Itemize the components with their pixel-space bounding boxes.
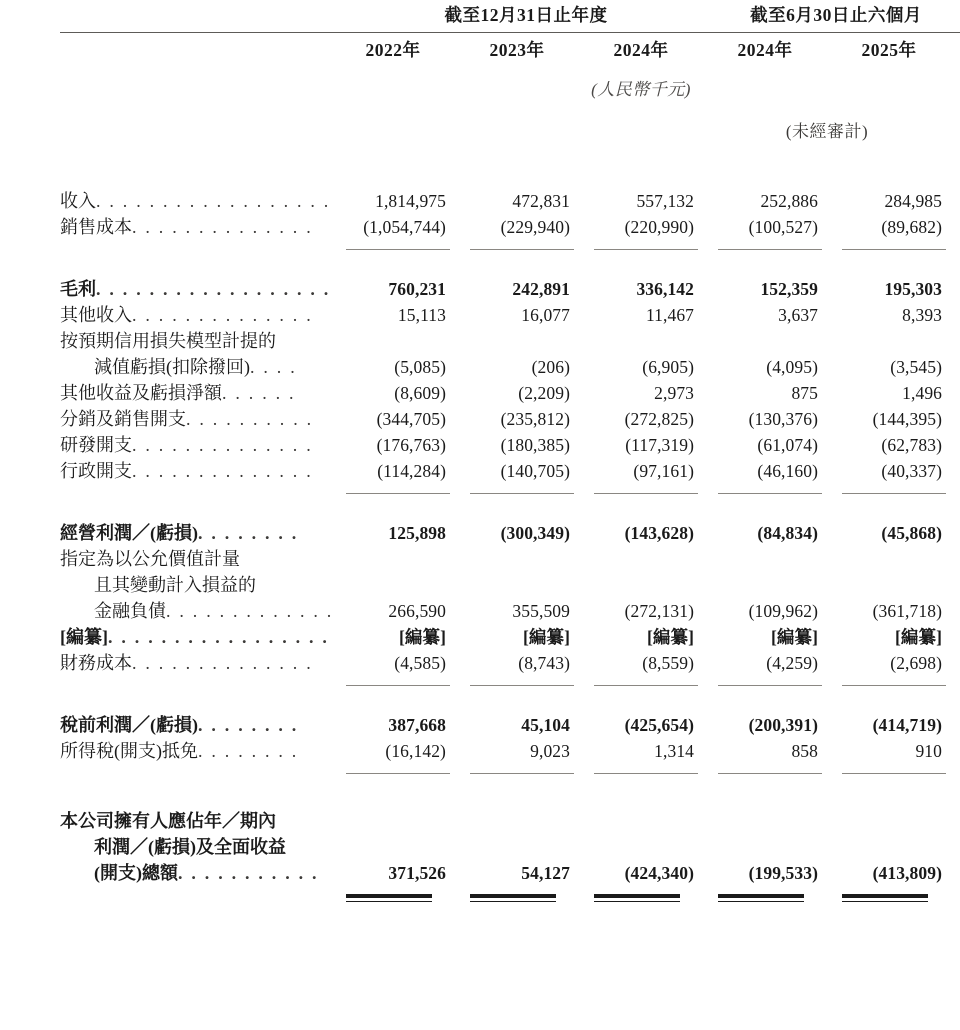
header-group-interim: 截至6月30日止六個月 xyxy=(750,5,922,25)
cell-cost-of-sales-2022: (1,054,744) xyxy=(363,217,446,237)
table-row xyxy=(60,546,960,572)
row-label-pretax-profit: 稅前利潤／(虧損). . . . . . . . xyxy=(60,715,299,735)
cell-total-2023: 54,127 xyxy=(521,863,570,883)
unit-note-spacer xyxy=(60,70,340,110)
header-year-corner xyxy=(60,33,340,68)
cell-revenue-2025h1: 284,985 xyxy=(884,191,943,211)
cell-selling-2022: (344,705) xyxy=(376,409,446,429)
cell-cost-of-sales-2025h1: (89,682) xyxy=(881,217,943,237)
audit-note-pad-1 xyxy=(340,110,464,154)
table-row xyxy=(60,328,960,354)
cell-impairment-2024: (6,905) xyxy=(642,357,695,377)
unit-note-pad-3 xyxy=(712,70,836,110)
cell-gross-profit-2024: 336,142 xyxy=(636,279,695,299)
cell-other-gains-2024: 2,973 xyxy=(654,383,695,403)
cell-finance-costs-2025h1: (2,698) xyxy=(890,653,943,673)
row-label-total-line1: 本公司擁有人應佔年／期內 xyxy=(60,811,276,831)
cell-total-2025h1: (413,809) xyxy=(872,863,943,883)
row-label-gross-profit: 毛利. . . . . . . . . . . . . . . . . . xyxy=(60,279,331,299)
unit-note-currency: (人民幣千元) xyxy=(591,80,691,99)
cell-finance-costs-2024: (8,559) xyxy=(642,653,695,673)
cell-financial-liabilities-2022: 266,590 xyxy=(388,601,446,621)
table-row xyxy=(60,572,960,598)
row-label-total-line2: 利潤／(虧損)及全面收益 xyxy=(94,837,286,857)
cell-other-gains-2025h1: 1,496 xyxy=(902,383,943,403)
cell-rnd-2023: (180,385) xyxy=(500,435,570,455)
cell-cost-of-sales-2024h1: (100,527) xyxy=(748,217,819,237)
row-label-admin-expenses: 行政開支. . . . . . . . . . . . . . xyxy=(60,461,313,481)
table-row xyxy=(60,276,960,302)
header-year-2024-annual: 2024年 xyxy=(613,40,669,60)
spacer-before-gross-profit xyxy=(60,250,960,276)
cell-rnd-2025h1: (62,783) xyxy=(881,435,943,455)
spacer-before-operating-profit xyxy=(60,494,960,520)
cell-impairment-2022: (5,085) xyxy=(394,357,446,377)
header-corner-cell xyxy=(60,0,340,32)
cell-financial-liabilities-2023: 355,509 xyxy=(512,601,570,621)
subtotal-rule-gross-profit xyxy=(60,240,960,250)
cell-total-2024h1: (199,533) xyxy=(748,863,819,883)
cell-pretax-profit-2022: 387,668 xyxy=(388,715,446,735)
row-label-redacted: [編纂]. . . . . . . . . . . . . . . . . xyxy=(60,627,330,647)
cell-pretax-profit-2025h1: (414,719) xyxy=(872,715,943,735)
cell-finance-costs-2024h1: (4,259) xyxy=(766,653,819,673)
unit-note-row xyxy=(60,70,960,110)
row-label-income-tax: 所得稅(開支)抵免. . . . . . . . xyxy=(60,741,299,761)
row-label-revenue: 收入. . . . . . . . . . . . . . . . . . xyxy=(60,191,331,211)
cell-other-income-2023: 16,077 xyxy=(521,305,570,325)
cell-pretax-profit-2023: 45,104 xyxy=(521,715,570,735)
unit-note-pad-1 xyxy=(340,70,464,110)
header-year-2023: 2023年 xyxy=(489,40,545,60)
header-group-annual: 截至12月31日止年度 xyxy=(444,5,608,25)
spacer-after-header xyxy=(60,154,960,188)
table-row xyxy=(60,808,960,834)
subtotal-rule-pretax-profit xyxy=(60,676,960,686)
audit-note-unaudited: (未經審計) xyxy=(785,122,869,141)
cell-selling-2024h1: (130,376) xyxy=(748,409,819,429)
table-row xyxy=(60,188,960,214)
row-label-ecl-line1: 按預期信用損失模型計提的 xyxy=(60,331,276,351)
spacer-before-pretax-profit xyxy=(60,686,960,712)
cell-redacted-2024: [編纂] xyxy=(646,627,695,647)
table-row xyxy=(60,406,960,432)
cell-income-tax-2022: (16,142) xyxy=(385,741,446,761)
cell-finance-costs-2022: (4,585) xyxy=(394,653,446,673)
cell-financial-liabilities-2025h1: (361,718) xyxy=(872,601,943,621)
audit-note-pad-2 xyxy=(464,110,588,154)
table-row xyxy=(60,738,960,764)
header-year-2025-interim: 2025年 xyxy=(861,40,917,60)
subtotal-rule-total-comprehensive xyxy=(60,764,960,774)
cell-cost-of-sales-2023: (229,940) xyxy=(500,217,570,237)
cell-admin-2025h1: (40,337) xyxy=(881,461,943,481)
table-row xyxy=(60,712,960,738)
cell-impairment-2023: (206) xyxy=(531,357,570,377)
cell-income-tax-2025h1: 910 xyxy=(915,741,943,761)
cell-total-2022: 371,526 xyxy=(388,863,446,883)
cell-selling-2024: (272,825) xyxy=(624,409,695,429)
row-label-fvtpl-line1: 指定為以公允價值計量 xyxy=(60,549,240,569)
table-row xyxy=(60,214,960,240)
cell-redacted-2024h1: [編纂] xyxy=(770,627,819,647)
row-label-financial-liabilities: 金融負債. . . . . . . . . . . . . xyxy=(94,601,334,621)
cell-admin-2023: (140,705) xyxy=(500,461,570,481)
spacer-before-total xyxy=(60,774,960,808)
table-row xyxy=(60,650,960,676)
cell-other-gains-2023: (2,209) xyxy=(518,383,570,403)
cell-selling-2023: (235,812) xyxy=(500,409,570,429)
income-statement-table xyxy=(60,0,960,902)
unit-note-pad-2 xyxy=(464,70,588,110)
audit-note-pad-3 xyxy=(588,110,712,154)
row-label-impairment-loss: 減值虧損(扣除撥回). . . . xyxy=(94,357,297,377)
row-label-finance-costs: 財務成本. . . . . . . . . . . . . . xyxy=(60,653,313,673)
table-row xyxy=(60,458,960,484)
cell-income-tax-2024h1: 858 xyxy=(791,741,819,761)
row-label-selling-expenses: 分銷及銷售開支. . . . . . . . . . xyxy=(60,409,314,429)
table-row xyxy=(60,380,960,406)
table-row xyxy=(60,520,960,546)
cell-income-tax-2024: 1,314 xyxy=(654,741,695,761)
cell-financial-liabilities-2024h1: (109,962) xyxy=(748,601,819,621)
row-label-rnd-expenses: 研發開支. . . . . . . . . . . . . . xyxy=(60,435,313,455)
cell-pretax-profit-2024h1: (200,391) xyxy=(748,715,819,735)
cell-operating-profit-2023: (300,349) xyxy=(500,523,570,543)
cell-other-income-2024h1: 3,637 xyxy=(778,305,819,325)
table-row xyxy=(60,598,960,624)
cell-impairment-2024h1: (4,095) xyxy=(766,357,819,377)
row-label-total-line3: (開支)總額. . . . . . . . . . . xyxy=(94,863,319,883)
unit-note-pad-4 xyxy=(836,70,960,110)
cell-other-income-2022: 15,113 xyxy=(397,305,446,325)
audit-note-spacer xyxy=(60,110,340,154)
cell-other-income-2024: 11,467 xyxy=(645,305,695,325)
cell-financial-liabilities-2024: (272,131) xyxy=(624,601,695,621)
cell-gross-profit-2022: 760,231 xyxy=(388,279,446,299)
row-label-fvtpl-line2: 且其變動計入損益的 xyxy=(94,575,256,595)
cell-other-income-2025h1: 8,393 xyxy=(902,305,943,325)
audit-note-row xyxy=(60,110,960,154)
cell-redacted-2022: [編纂] xyxy=(398,627,446,647)
cell-impairment-2025h1: (3,545) xyxy=(890,357,943,377)
cell-pretax-profit-2024: (425,654) xyxy=(624,715,695,735)
cell-income-tax-2023: 9,023 xyxy=(530,741,570,761)
header-year-row xyxy=(60,33,960,68)
header-year-2024-interim: 2024年 xyxy=(737,40,793,60)
table-row xyxy=(60,624,960,650)
table-row xyxy=(60,860,960,886)
cell-redacted-2025h1: [編纂] xyxy=(894,627,943,647)
table-row xyxy=(60,432,960,458)
cell-cost-of-sales-2024: (220,990) xyxy=(624,217,695,237)
subtotal-rule-operating-profit xyxy=(60,484,960,494)
row-label-cost-of-sales: 銷售成本. . . . . . . . . . . . . . xyxy=(60,217,313,237)
grand-total-double-rule xyxy=(60,886,960,902)
cell-rnd-2024h1: (61,074) xyxy=(757,435,819,455)
cell-other-gains-2022: (8,609) xyxy=(394,383,446,403)
cell-gross-profit-2023: 242,891 xyxy=(512,279,570,299)
table-row xyxy=(60,354,960,380)
cell-operating-profit-2022: 125,898 xyxy=(388,523,446,543)
header-group-row xyxy=(60,0,960,32)
cell-selling-2025h1: (144,395) xyxy=(872,409,943,429)
cell-other-gains-2024h1: 875 xyxy=(791,383,819,403)
cell-finance-costs-2023: (8,743) xyxy=(518,653,570,673)
cell-revenue-2024h1: 252,886 xyxy=(760,191,819,211)
cell-rnd-2022: (176,763) xyxy=(376,435,446,455)
cell-revenue-2024: 557,132 xyxy=(636,191,695,211)
row-label-other-income: 其他收入. . . . . . . . . . . . . . xyxy=(60,305,313,325)
cell-gross-profit-2025h1: 195,303 xyxy=(884,279,943,299)
cell-operating-profit-2024: (143,628) xyxy=(624,523,695,543)
cell-total-2024: (424,340) xyxy=(624,863,695,883)
cell-operating-profit-2024h1: (84,834) xyxy=(757,523,819,543)
table-row xyxy=(60,302,960,328)
cell-admin-2022: (114,284) xyxy=(377,461,446,481)
cell-revenue-2023: 472,831 xyxy=(512,191,570,211)
header-year-2022: 2022年 xyxy=(365,40,421,60)
cell-admin-2024: (97,161) xyxy=(633,461,695,481)
table-row xyxy=(60,834,960,860)
cell-revenue-2022: 1,814,975 xyxy=(375,191,446,211)
cell-admin-2024h1: (46,160) xyxy=(757,461,819,481)
cell-operating-profit-2025h1: (45,868) xyxy=(881,523,943,543)
row-label-operating-profit: 經營利潤／(虧損). . . . . . . . xyxy=(60,523,299,543)
cell-redacted-2023: [編纂] xyxy=(522,627,570,647)
cell-rnd-2024: (117,319) xyxy=(625,435,695,455)
row-label-other-gains-losses: 其他收益及虧損淨額. . . . . . xyxy=(60,383,296,403)
cell-gross-profit-2024h1: 152,359 xyxy=(760,279,819,299)
